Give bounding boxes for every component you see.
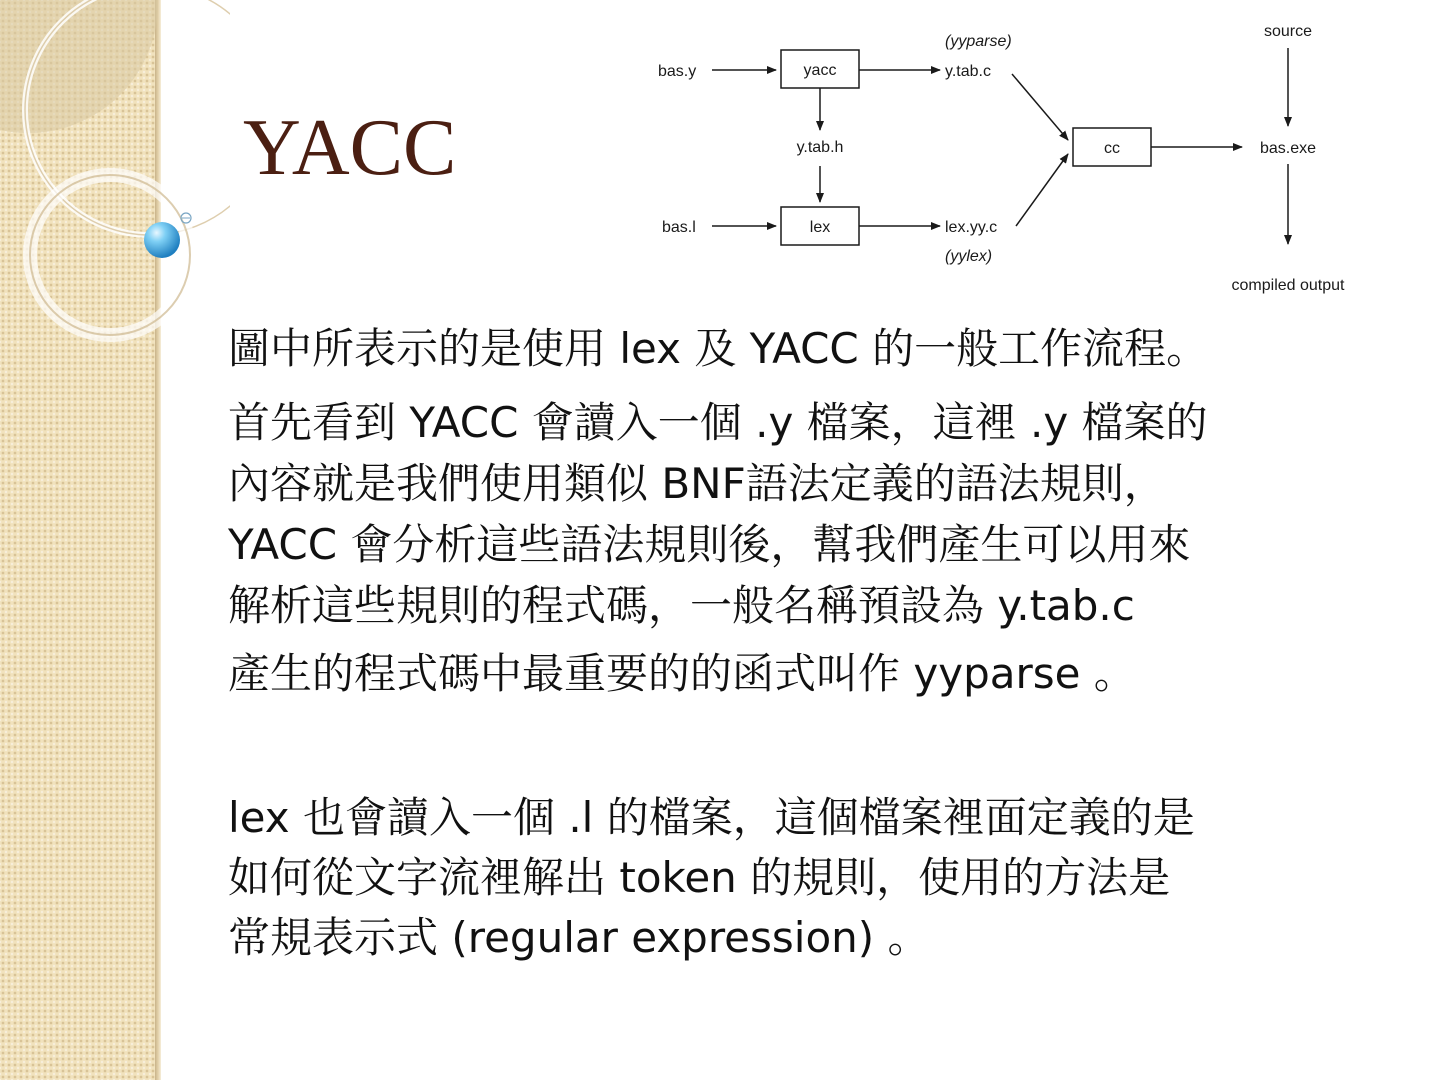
node-bas-l: bas.l [662,219,696,236]
node-bas-exe: bas.exe [1259,140,1317,157]
label-yylex: (yylex) [945,248,993,265]
node-y-tab-c: y.tab.c [945,63,991,80]
node-y-tab-h: y.tab.h [796,139,844,156]
paragraph-workflow-intro: 圖中所表示的是使用 lex 及 YACC 的一般工作流程。 [228,324,1209,373]
paragraph-yacc-description: 首先看到 YACC 會讀入一個 .y 檔案，這裡 .y 檔案的 內容就是我們使用類似 BNF語法定義的語法規則， YACC 會分析這些語法規則後，幫我們產生可以用來 解析這些規則的程式碼，一般名稱預設為 y.tab.c [228,398,1208,630]
label-yyparse: (yyparse) [945,33,1012,50]
decorative-rings [0,0,230,360]
node-lex: lex [809,219,831,236]
node-yacc: yacc [803,62,837,79]
node-bas-y: bas.y [658,63,697,80]
node-lex-yy-c: lex.yy.c [945,219,998,236]
blue-bullet-ball [144,222,180,258]
edge-lex-yy-c-cc [1016,154,1068,226]
yacc-lex-flow-diagram [640,10,1380,310]
paragraph-yyparse: 產生的程式碼中最重要的的函式叫作 yyparse 。 [228,649,1136,698]
node-source: source [1263,23,1313,40]
paragraph-lex-description: lex 也會讀入一個 .l 的檔案，這個檔案裡面定義的是 如何從文字流裡解出 token 的規則，使用的方法是 常規表示式 (regular expression) 。 [228,793,1195,962]
slide-title: YACC [243,104,457,192]
node-cc: cc [1104,140,1120,157]
edge-y-tab-c-cc [1012,74,1068,140]
node-compiled-output: compiled output [1231,277,1345,294]
